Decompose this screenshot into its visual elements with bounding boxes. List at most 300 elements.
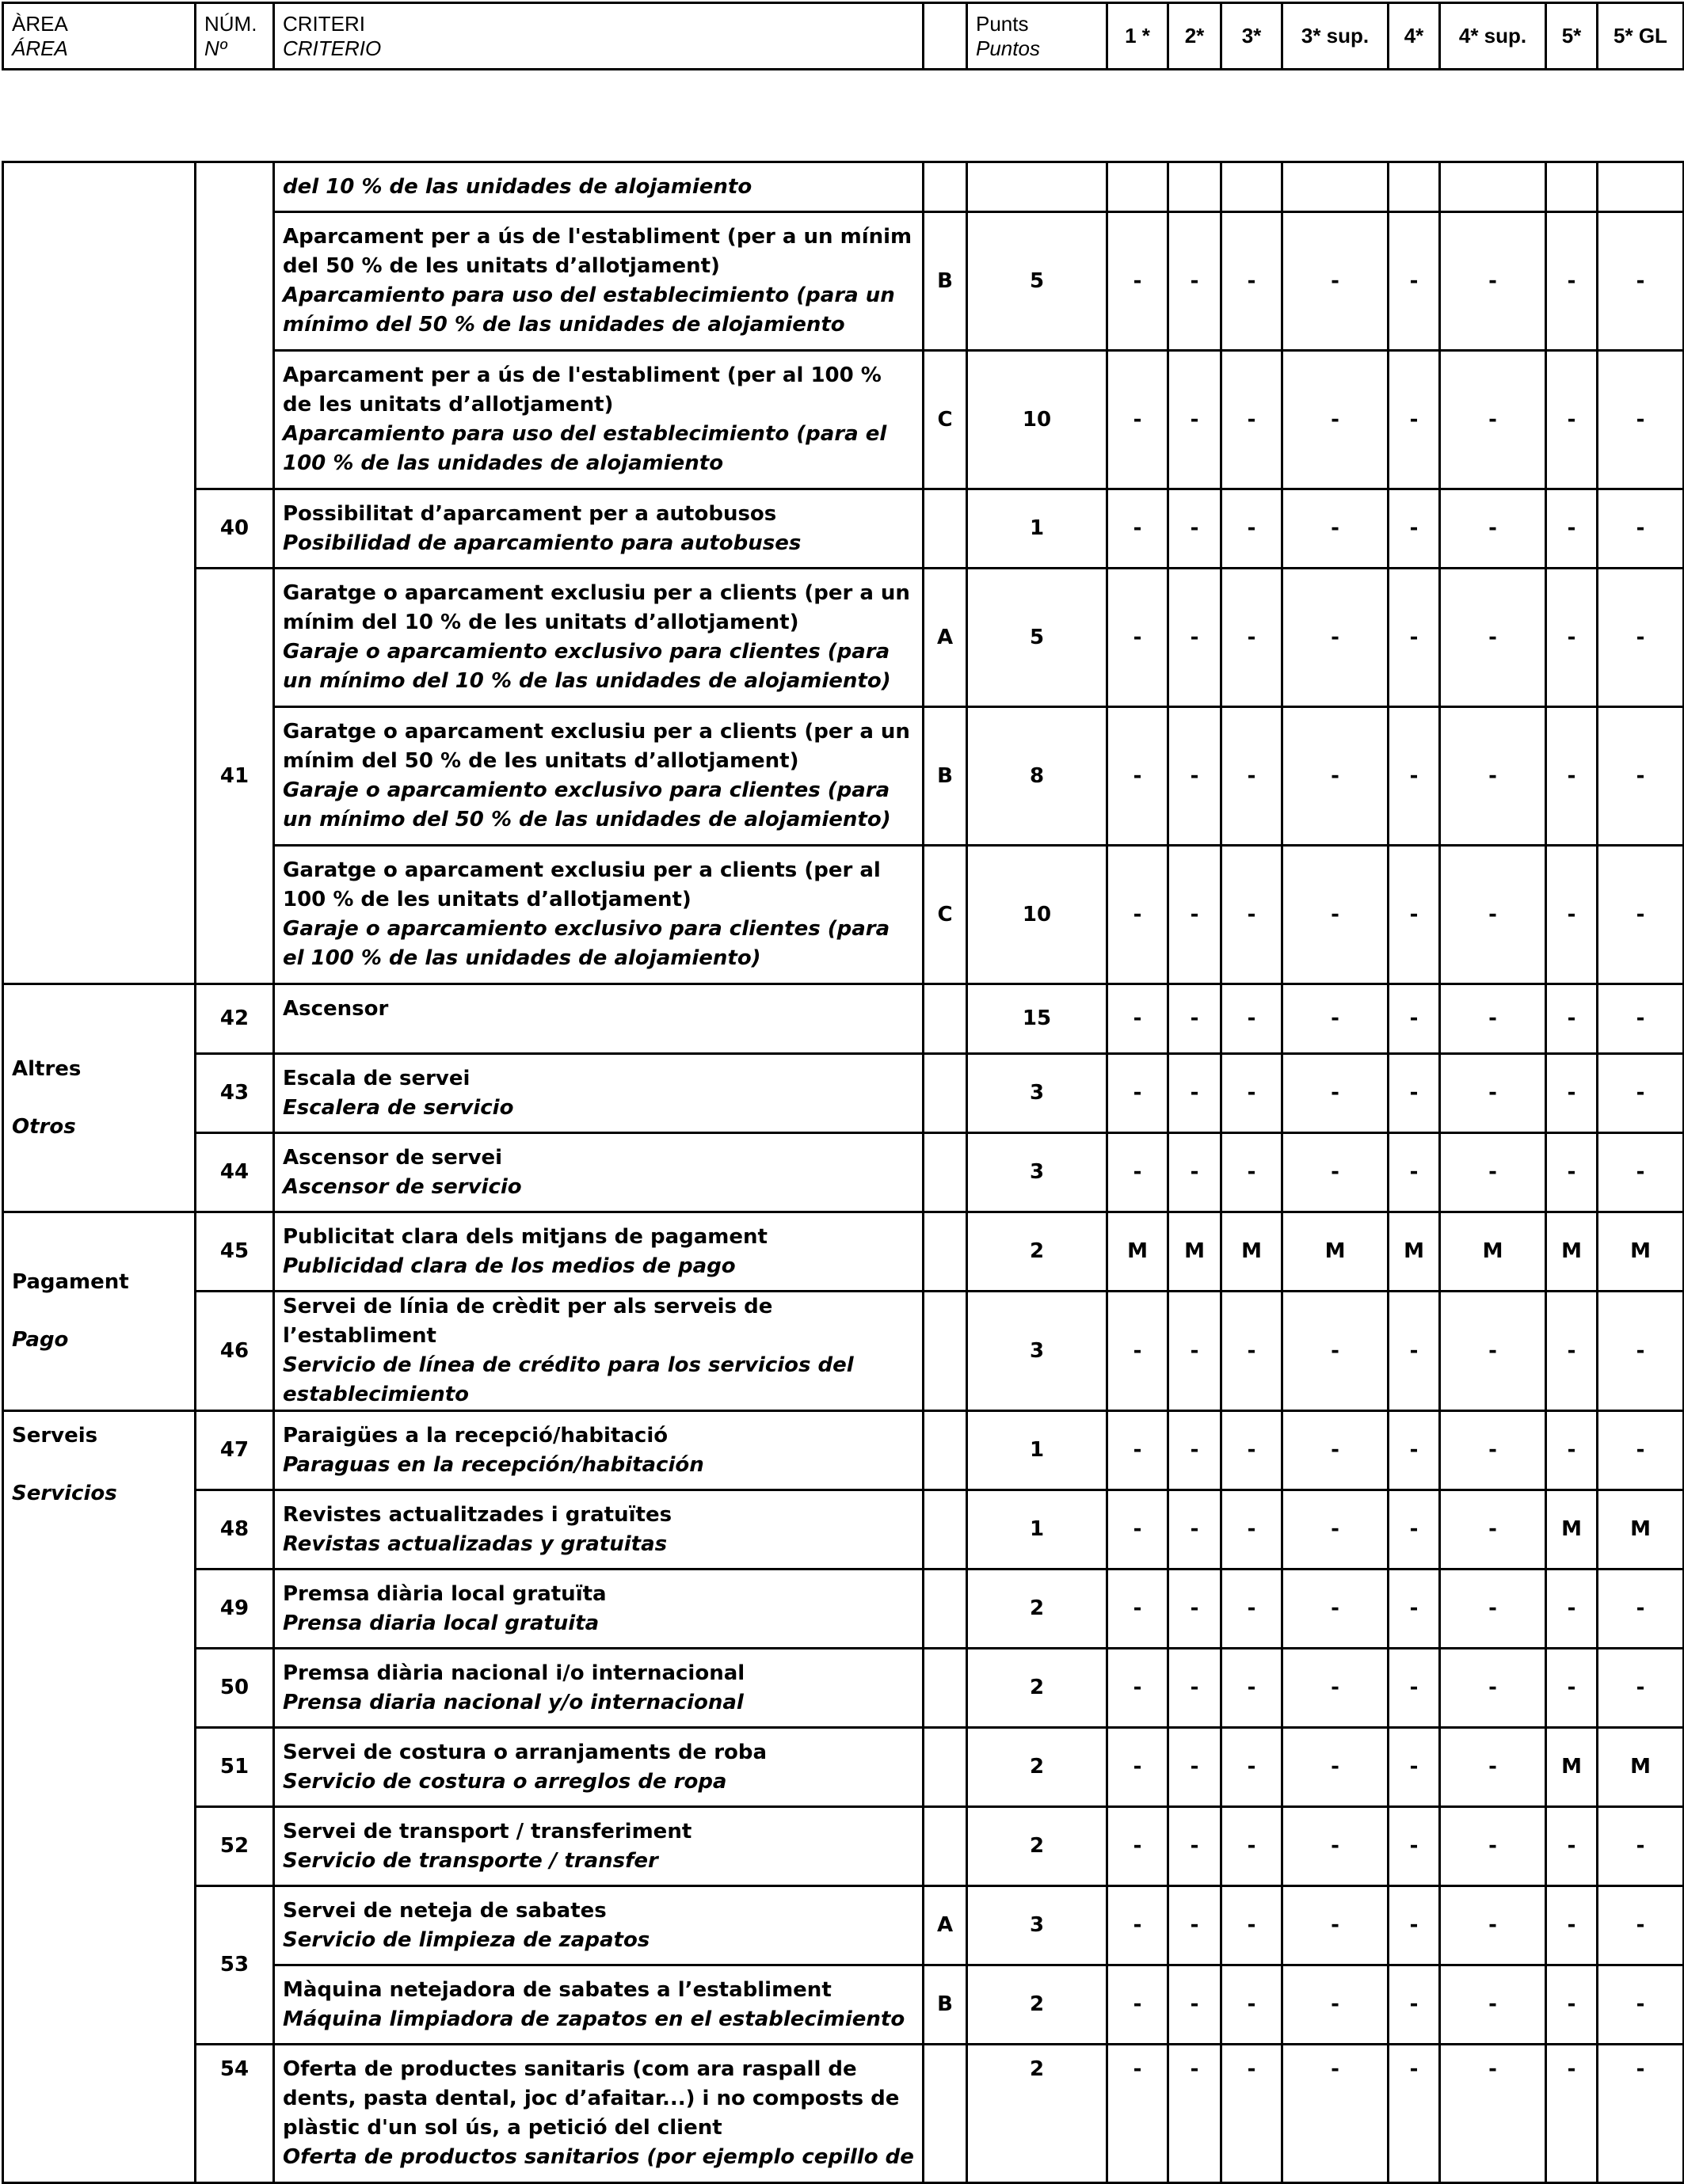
star-mark-5-gl: - xyxy=(1598,1133,1684,1212)
star-mark-4: - xyxy=(1389,212,1440,351)
star-mark-3: - xyxy=(1221,489,1282,569)
points-value: 2 xyxy=(967,1807,1107,1886)
star-mark-5-gl: M xyxy=(1598,1212,1684,1292)
area-cell xyxy=(3,1411,196,2183)
points-value: 1 xyxy=(967,489,1107,569)
star-mark-5-gl: - xyxy=(1598,1292,1684,1411)
criterion-text xyxy=(274,846,924,984)
criterion-text xyxy=(274,212,924,351)
criterion-text xyxy=(274,489,924,569)
star-mark-5: - xyxy=(1546,569,1598,707)
table-row xyxy=(3,1570,1684,1649)
option-letter xyxy=(924,1649,967,1728)
points-value: 2 xyxy=(967,2045,1107,2183)
option-letter: C xyxy=(924,351,967,489)
star-mark-3: - xyxy=(1221,1965,1282,2045)
star-mark-5: - xyxy=(1546,1807,1598,1886)
star-mark-1: - xyxy=(1107,1292,1168,1411)
table-row xyxy=(3,1212,1684,1292)
star-mark-4-sup: - xyxy=(1440,1054,1546,1133)
criterion-text xyxy=(274,1411,924,1490)
star-mark-5: - xyxy=(1546,1886,1598,1965)
area-cell xyxy=(3,1212,196,1411)
criterion-number: 47 xyxy=(196,1411,274,1490)
points-value: 3 xyxy=(967,1133,1107,1212)
star-mark-4-sup: - xyxy=(1440,1807,1546,1886)
table-row xyxy=(3,1292,1684,1411)
star-mark-3: - xyxy=(1221,1490,1282,1570)
header-criteri: CRITERI CRITERIO xyxy=(274,3,924,70)
criterion-text xyxy=(274,1807,924,1886)
criterion-text-ca: Publicitat clara dels mitjans de pagament xyxy=(283,1224,768,1249)
area-label-es: Pago xyxy=(12,1328,69,1352)
criterion-text xyxy=(274,1886,924,1965)
option-letter xyxy=(924,1133,967,1212)
star-mark-4-sup: - xyxy=(1440,1649,1546,1728)
star-mark-4: - xyxy=(1389,1054,1440,1133)
star-mark-2: - xyxy=(1168,1054,1221,1133)
table-row xyxy=(3,1133,1684,1212)
criterion-text-es: Escalera de servicio xyxy=(283,1095,514,1120)
star-mark-3: - xyxy=(1221,1807,1282,1886)
option-letter xyxy=(924,1570,967,1649)
criterion-text-es: Máquina limpiadora de zapatos en el establecimiento xyxy=(283,2007,905,2031)
option-letter: B xyxy=(924,1965,967,2045)
header-star-3: 3* xyxy=(1221,3,1282,70)
star-mark-5-gl: - xyxy=(1598,2045,1684,2183)
star-mark-2: - xyxy=(1168,1133,1221,1212)
star-mark-5: - xyxy=(1546,984,1598,1054)
star-mark-4-sup: - xyxy=(1440,2045,1546,2183)
star-mark-2: - xyxy=(1168,984,1221,1054)
star-mark-3-sup: - xyxy=(1282,1965,1389,2045)
criterion-number: 45 xyxy=(196,1212,274,1292)
star-mark-4: - xyxy=(1389,2045,1440,2183)
star-mark-3-sup: - xyxy=(1282,1292,1389,1411)
star-mark-1: - xyxy=(1107,569,1168,707)
star-mark-3: - xyxy=(1221,1292,1282,1411)
criterion-number: 44 xyxy=(196,1133,274,1212)
criterion-number: 54 xyxy=(196,2045,274,2183)
star-mark-5-gl: - xyxy=(1598,1886,1684,1965)
star-mark-5: - xyxy=(1546,846,1598,984)
option-letter xyxy=(924,1728,967,1807)
star-mark-4: - xyxy=(1389,489,1440,569)
criterion-text-ca: Garatge o aparcament exclusiu per a clients (per a un mínim del 10 % de les unitats d’allotjament) xyxy=(283,581,910,634)
star-mark-2: - xyxy=(1168,1292,1221,1411)
star-mark-4-sup: - xyxy=(1440,1292,1546,1411)
header-star-5-gl: 5* GL xyxy=(1598,3,1684,70)
table-header xyxy=(2,2,1684,70)
star-mark-4-sup: - xyxy=(1440,707,1546,846)
points-value: 3 xyxy=(967,1054,1107,1133)
star-mark-5: - xyxy=(1546,1292,1598,1411)
star-mark-4: - xyxy=(1389,1292,1440,1411)
star-mark-5: M xyxy=(1546,1490,1598,1570)
points-value: 2 xyxy=(967,1570,1107,1649)
star-mark-2: - xyxy=(1168,489,1221,569)
star-mark-4-sup: - xyxy=(1440,351,1546,489)
star-mark-3: - xyxy=(1221,2045,1282,2183)
criterion-text-es: Garaje o aparcamiento exclusivo para clientes (para el 100 % de las unidades de alojamiento) xyxy=(283,917,890,970)
star-mark-3-sup: - xyxy=(1282,489,1389,569)
table-row xyxy=(3,2045,1684,2183)
criterion-text-ca: Paraigües a la recepció/habitació xyxy=(283,1423,669,1448)
option-letter xyxy=(924,162,967,212)
star-mark-5-gl: - xyxy=(1598,489,1684,569)
star-mark-1: - xyxy=(1107,1570,1168,1649)
star-mark-5-gl: - xyxy=(1598,707,1684,846)
points-value: 10 xyxy=(967,846,1107,984)
points-value: 1 xyxy=(967,1490,1107,1570)
criterion-text xyxy=(274,351,924,489)
star-mark-2: - xyxy=(1168,1570,1221,1649)
star-mark-1: - xyxy=(1107,707,1168,846)
points-value: 1 xyxy=(967,1411,1107,1490)
criterion-text xyxy=(274,1649,924,1728)
star-mark-3: - xyxy=(1221,1054,1282,1133)
criterion-text-ca: Servei de transport / transferiment xyxy=(283,1819,692,1843)
criterion-text-ca: Oferta de productes sanitaris (com ara raspall de dents, pasta dental, joc d’afaitar...) i no composts de plàstic d'un sol ús, a petició del client xyxy=(283,2057,900,2140)
star-mark-4: - xyxy=(1389,707,1440,846)
option-letter xyxy=(924,984,967,1054)
star-mark-4 xyxy=(1389,162,1440,212)
star-mark-3: - xyxy=(1221,1133,1282,1212)
star-mark-4-sup: - xyxy=(1440,1886,1546,1965)
criterion-number: 50 xyxy=(196,1649,274,1728)
star-mark-5-gl: - xyxy=(1598,1649,1684,1728)
star-mark-3-sup: - xyxy=(1282,1054,1389,1133)
star-mark-5-gl: M xyxy=(1598,1728,1684,1807)
star-mark-4: - xyxy=(1389,1133,1440,1212)
criterion-text-es: Prensa diaria local gratuita xyxy=(283,1611,600,1635)
star-mark-2: - xyxy=(1168,707,1221,846)
star-mark-5: - xyxy=(1546,707,1598,846)
criterion-text-es: Aparcamiento para uso del establecimiento (para el 100 % de las unidades de alojamiento xyxy=(283,422,887,475)
criteria-table xyxy=(2,161,1684,2184)
star-mark-3-sup: - xyxy=(1282,212,1389,351)
star-mark-3-sup: - xyxy=(1282,1490,1389,1570)
star-mark-5: M xyxy=(1546,1728,1598,1807)
criterion-text xyxy=(274,1490,924,1570)
star-mark-1: - xyxy=(1107,1649,1168,1728)
star-mark-5: - xyxy=(1546,1570,1598,1649)
star-mark-4-sup: - xyxy=(1440,489,1546,569)
star-mark-3-sup: - xyxy=(1282,846,1389,984)
star-mark-3: M xyxy=(1221,1212,1282,1292)
star-mark-1: - xyxy=(1107,2045,1168,2183)
star-mark-5-gl: - xyxy=(1598,1965,1684,2045)
star-mark-3: - xyxy=(1221,846,1282,984)
star-mark-5: M xyxy=(1546,1212,1598,1292)
star-mark-2: - xyxy=(1168,846,1221,984)
star-mark-2: - xyxy=(1168,1490,1221,1570)
criterion-number: 40 xyxy=(196,489,274,569)
star-mark-4-sup: - xyxy=(1440,1570,1546,1649)
star-mark-3: - xyxy=(1221,1649,1282,1728)
header-option xyxy=(924,3,967,70)
criterion-text xyxy=(274,1292,924,1411)
star-mark-4-sup: - xyxy=(1440,1728,1546,1807)
star-mark-4: - xyxy=(1389,351,1440,489)
star-mark-5: - xyxy=(1546,2045,1598,2183)
star-mark-2: M xyxy=(1168,1212,1221,1292)
star-mark-1: - xyxy=(1107,1490,1168,1570)
header-star-4-sup: 4* sup. xyxy=(1440,3,1546,70)
star-mark-5-gl: - xyxy=(1598,984,1684,1054)
star-mark-3-sup: - xyxy=(1282,351,1389,489)
star-mark-1: - xyxy=(1107,212,1168,351)
header-area: ÀREA ÁREA xyxy=(3,3,196,70)
star-mark-3-sup: - xyxy=(1282,707,1389,846)
criterion-text-ca: Garatge o aparcament exclusiu per a clients (per al 100 % de les unitats d’allotjament) xyxy=(283,858,881,911)
criterion-number: 48 xyxy=(196,1490,274,1570)
points-value: 5 xyxy=(967,212,1107,351)
table-row xyxy=(3,1054,1684,1133)
table-row xyxy=(3,1728,1684,1807)
star-mark-3: - xyxy=(1221,1411,1282,1490)
option-letter: B xyxy=(924,707,967,846)
star-mark-4-sup: - xyxy=(1440,1490,1546,1570)
option-letter xyxy=(924,1292,967,1411)
star-mark-2: - xyxy=(1168,1649,1221,1728)
star-mark-3-sup: - xyxy=(1282,1570,1389,1649)
star-mark-3-sup: - xyxy=(1282,1133,1389,1212)
star-mark-4: - xyxy=(1389,1728,1440,1807)
star-mark-3-sup: - xyxy=(1282,1728,1389,1807)
star-mark-3-sup: - xyxy=(1282,2045,1389,2183)
star-mark-3-sup: M xyxy=(1282,1212,1389,1292)
star-mark-5-gl: - xyxy=(1598,212,1684,351)
star-mark-1: - xyxy=(1107,1133,1168,1212)
header-star-4: 4* xyxy=(1389,3,1440,70)
star-mark-4: - xyxy=(1389,1411,1440,1490)
star-mark-2: - xyxy=(1168,1965,1221,2045)
criterion-text-ca: Ascensor xyxy=(283,997,389,1021)
criterion-text xyxy=(274,1728,924,1807)
criterion-text-ca: Servei de línia de crèdit per als serveis de l’establiment xyxy=(283,1295,773,1348)
criterion-text-ca: Aparcament per a ús de l'establiment (per al 100 % de les unitats d’allotjament) xyxy=(283,363,882,417)
criterion-text-ca: Aparcament per a ús de l'establiment (per a un mínim del 50 % de les unitats d’allotjament) xyxy=(283,225,912,278)
star-mark-3-sup: - xyxy=(1282,1886,1389,1965)
option-letter: C xyxy=(924,846,967,984)
table-row xyxy=(3,984,1684,1054)
star-mark-1: - xyxy=(1107,351,1168,489)
star-mark-5: - xyxy=(1546,489,1598,569)
points-value: 8 xyxy=(967,707,1107,846)
table-row xyxy=(3,162,1684,212)
criterion-text xyxy=(274,1133,924,1212)
star-mark-4: - xyxy=(1389,846,1440,984)
star-mark-4-sup: - xyxy=(1440,1133,1546,1212)
table-row xyxy=(3,569,1684,707)
criterion-number xyxy=(196,162,274,489)
star-mark-5-gl: - xyxy=(1598,1570,1684,1649)
criterion-text-ca: Servei de neteja de sabates xyxy=(283,1898,607,1923)
star-mark-4-sup: - xyxy=(1440,212,1546,351)
star-mark-3-sup: - xyxy=(1282,984,1389,1054)
star-mark-2: - xyxy=(1168,1807,1221,1886)
star-mark-3: - xyxy=(1221,1886,1282,1965)
points-value: 3 xyxy=(967,1886,1107,1965)
criterion-text-es: del 10 % de las unidades de alojamiento xyxy=(283,174,752,199)
header-num: NÚM. Nº xyxy=(196,3,274,70)
star-mark-5-gl: - xyxy=(1598,846,1684,984)
star-mark-3-sup: - xyxy=(1282,1411,1389,1490)
star-mark-5: - xyxy=(1546,212,1598,351)
criterion-number: 42 xyxy=(196,984,274,1054)
star-mark-1: - xyxy=(1107,489,1168,569)
star-mark-3-sup xyxy=(1282,162,1389,212)
option-letter: B xyxy=(924,212,967,351)
star-mark-4: - xyxy=(1389,984,1440,1054)
table-row xyxy=(3,1490,1684,1570)
star-mark-1: - xyxy=(1107,1728,1168,1807)
criterion-text-es: Servicio de línea de crédito para los servicios del establecimiento xyxy=(283,1353,854,1406)
star-mark-5-gl xyxy=(1598,162,1684,212)
criterion-text-ca: Escala de servei xyxy=(283,1066,471,1090)
star-mark-1: - xyxy=(1107,1411,1168,1490)
star-mark-2: - xyxy=(1168,1411,1221,1490)
star-mark-3: - xyxy=(1221,984,1282,1054)
criterion-text-ca: Ascensor de servei xyxy=(283,1145,503,1170)
option-letter xyxy=(924,1212,967,1292)
star-mark-2: - xyxy=(1168,569,1221,707)
criterion-text-ca: Garatge o aparcament exclusiu per a clients (per a un mínim del 50 % de les unitats d’allotjament) xyxy=(283,720,910,773)
table-row xyxy=(3,1886,1684,1965)
criterion-text xyxy=(274,1570,924,1649)
criterion-text-es: Ascensor de servicio xyxy=(283,1174,522,1199)
criterion-number: 52 xyxy=(196,1807,274,1886)
option-letter xyxy=(924,489,967,569)
criterion-text xyxy=(274,1212,924,1292)
star-mark-4-sup: - xyxy=(1440,569,1546,707)
star-mark-5: - xyxy=(1546,1054,1598,1133)
criterion-text xyxy=(274,984,924,1054)
star-mark-2: - xyxy=(1168,212,1221,351)
star-mark-3 xyxy=(1221,162,1282,212)
star-mark-5: - xyxy=(1546,351,1598,489)
criterion-text xyxy=(274,707,924,846)
criterion-text-es: Servicio de transporte / transfer xyxy=(283,1848,658,1873)
star-mark-4-sup xyxy=(1440,162,1546,212)
criterion-text-ca: Revistes actualitzades i gratuïtes xyxy=(283,1502,672,1527)
star-mark-1: M xyxy=(1107,1212,1168,1292)
points-value: 10 xyxy=(967,351,1107,489)
star-mark-3-sup: - xyxy=(1282,1807,1389,1886)
star-mark-4-sup: - xyxy=(1440,846,1546,984)
star-mark-5: - xyxy=(1546,1411,1598,1490)
star-mark-1: - xyxy=(1107,1965,1168,2045)
option-letter: A xyxy=(924,1886,967,1965)
star-mark-5: - xyxy=(1546,1133,1598,1212)
criterion-text-es: Publicidad clara de los medios de pago xyxy=(283,1254,736,1278)
criterion-text-es: Garaje o aparcamiento exclusivo para clientes (para un mínimo del 10 % de las unidades de alojamiento) xyxy=(283,640,891,693)
star-mark-5: - xyxy=(1546,1649,1598,1728)
star-mark-5-gl: - xyxy=(1598,1411,1684,1490)
criterion-text-es: Revistas actualizadas y gratuitas xyxy=(283,1531,668,1556)
points-value: 2 xyxy=(967,1965,1107,2045)
criterion-text-ca: Premsa diària local gratuïta xyxy=(283,1581,607,1606)
star-mark-4: - xyxy=(1389,1965,1440,2045)
criterion-number: 46 xyxy=(196,1292,274,1411)
header-punts: Punts Puntos xyxy=(967,3,1107,70)
star-mark-4: - xyxy=(1389,1886,1440,1965)
points-value: 5 xyxy=(967,569,1107,707)
criterion-text xyxy=(274,569,924,707)
star-mark-4: - xyxy=(1389,569,1440,707)
criterion-text-es: Garaje o aparcamiento exclusivo para clientes (para un mínimo del 50 % de las unidades de alojamiento) xyxy=(283,778,891,831)
star-mark-3: - xyxy=(1221,1728,1282,1807)
star-mark-2 xyxy=(1168,162,1221,212)
area-cell xyxy=(3,984,196,1212)
star-mark-3: - xyxy=(1221,1570,1282,1649)
area-label-ca: Altres xyxy=(12,1056,82,1081)
criterion-text-ca: Premsa diària nacional i/o internacional xyxy=(283,1661,745,1685)
criterion-number: 41 xyxy=(196,569,274,984)
points-value: 3 xyxy=(967,1292,1107,1411)
criterion-text-ca: Servei de costura o arranjaments de roba xyxy=(283,1740,768,1764)
star-mark-4: - xyxy=(1389,1570,1440,1649)
area-label-ca: Pagament xyxy=(12,1270,129,1294)
option-letter xyxy=(924,1054,967,1133)
star-mark-5-gl: - xyxy=(1598,1054,1684,1133)
criterion-text xyxy=(274,162,924,212)
header-star-2: 2* xyxy=(1168,3,1221,70)
star-mark-4: - xyxy=(1389,1490,1440,1570)
table-row xyxy=(3,1807,1684,1886)
star-mark-1: - xyxy=(1107,1054,1168,1133)
star-mark-5-gl: M xyxy=(1598,1490,1684,1570)
points-value: 15 xyxy=(967,984,1107,1054)
criterion-text-es: Paraguas en la recepción/habitación xyxy=(283,1452,704,1477)
criterion-number: 51 xyxy=(196,1728,274,1807)
criterion-text xyxy=(274,1054,924,1133)
criterion-text xyxy=(274,1965,924,2045)
star-mark-1: - xyxy=(1107,1807,1168,1886)
criterion-text-es: Servicio de limpieza de zapatos xyxy=(283,1927,650,1952)
criterion-text-ca: Possibilitat d’aparcament per a autobusos xyxy=(283,501,777,526)
option-letter: A xyxy=(924,569,967,707)
option-letter xyxy=(924,2045,967,2183)
table-row xyxy=(3,1649,1684,1728)
table-row xyxy=(3,1411,1684,1490)
criterion-text-es: Posibilidad de aparcamiento para autobuses xyxy=(283,531,802,555)
star-mark-4: M xyxy=(1389,1212,1440,1292)
star-mark-2: - xyxy=(1168,1886,1221,1965)
star-mark-2: - xyxy=(1168,351,1221,489)
criterion-text-es: Aparcamiento para uso del establecimiento (para un mínimo del 50 % de las unidades de alojamiento xyxy=(283,283,895,337)
star-mark-3: - xyxy=(1221,351,1282,489)
criterion-text-es: Servicio de costura o arreglos de ropa xyxy=(283,1769,727,1794)
points-value xyxy=(967,162,1107,212)
star-mark-4-sup: - xyxy=(1440,984,1546,1054)
star-mark-1: - xyxy=(1107,846,1168,984)
criterion-text-es: Prensa diaria nacional y/o internacional xyxy=(283,1690,744,1714)
star-mark-1: - xyxy=(1107,984,1168,1054)
star-mark-5-gl: - xyxy=(1598,351,1684,489)
criterion-number: 43 xyxy=(196,1054,274,1133)
criterion-number: 53 xyxy=(196,1886,274,2045)
header-star-5: 5* xyxy=(1546,3,1598,70)
criterion-text-es: Oferta de productos sanitarios (por ejemplo cepillo de xyxy=(283,2145,914,2169)
star-mark-3: - xyxy=(1221,569,1282,707)
area-label-es: Otros xyxy=(12,1114,76,1139)
area-label-ca: Serveis xyxy=(12,1424,98,1448)
area-cell xyxy=(3,162,196,984)
criterion-text xyxy=(274,2045,924,2183)
points-value: 2 xyxy=(967,1728,1107,1807)
